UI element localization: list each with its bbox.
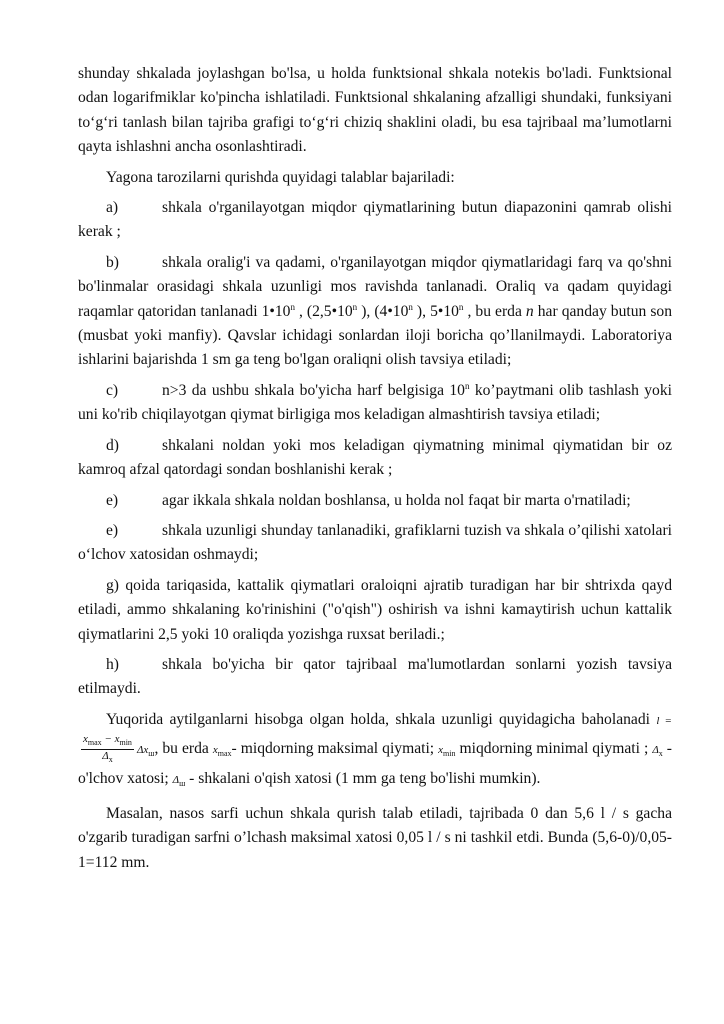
list-item-a xyxy=(78,196,672,245)
paragraph-scale-length xyxy=(78,708,672,796)
item-text: ko’paytmani olib tashlash yoki uni ko'rib chiqilayotgan qiymat birligiga mos keladigan almashtirish tavsiya etiladi; xyxy=(78,381,672,424)
item-text: har qanday butun son (musbat yoki manfiy). Qavslar ichidagi sonlardan iloji boricha qo’llanilmaydi. Laboratoriya ishlarini bajarishda 1 sm ga teng bo'lgan oraliqni olish tavsiya etiladi; xyxy=(78,302,673,369)
formula-subscript: max xyxy=(87,738,102,748)
paragraph-example: Masalan, nasos sarfi uchun shkala qurish talab etiladi, tajribada 0 dan 5,6 l / s gacha o'zgarib turadigan sarfni o’lchash maksimal xatosi 0,05 l / s ni tashkil etdi. Bunda (5,6-0)/0,05-1=112 mm. xyxy=(78,805,672,871)
symbol-delta-sh: $\Delta_ш$ xyxy=(172,773,186,788)
list-item-d xyxy=(78,434,672,483)
list-item-b xyxy=(78,251,672,373)
list-item-h xyxy=(78,653,672,702)
item-text: agar ikkala shkala noldan boshlansa, u holda nol faqat bir marta o'rnatiladi; xyxy=(162,491,631,509)
formula-symbol: Δ xyxy=(102,750,109,763)
paragraph-text: - miqdorning maksimal qiymati; xyxy=(231,740,439,758)
item-label: e) xyxy=(106,491,119,509)
exponent: n xyxy=(408,301,413,312)
item-text: , bu erda xyxy=(463,302,526,320)
paragraph-text: - shkalani o'qish xatosi (1 mm ga teng bo'lishi mumkin). xyxy=(185,769,541,787)
formula-denominator xyxy=(81,750,134,766)
list-item-g: g) qoida tariqasida, kattalik qiymatlari oraloiqni ajratib turadigan har bir shtrixda qayd etiladi, ammo shkalaning ko'rinishini ("o'qish") oshirish va ishni kamaytirish uchun kattalik qiymatlarini 2,5 yoki 10 oraliqda yozishga ruxsat beriladi.; xyxy=(78,576,672,643)
paragraph-text: Yuqorida aytilganlarni hisobga olgan holda, shkala uzunligi quyidagicha baholanadi xyxy=(106,710,650,728)
formula-fraction xyxy=(81,733,134,766)
paragraph-text: miqdorning minimal qiymati ; xyxy=(455,740,653,758)
exponent: n xyxy=(352,301,358,312)
formula-subscript: min xyxy=(119,738,132,748)
formula-subscript: ш xyxy=(148,749,155,759)
symbol-delta-x: $\Delta_x$ xyxy=(652,744,663,759)
formula-symbol: x xyxy=(83,733,88,746)
item-label: e) xyxy=(106,521,119,539)
paragraph-intro: shunday shkalada joylashgan bo'lsa, u holda funktsional shkala notekis bo'ladi. Funktsional odan logarifmiklar ko'pincha ishlatiladi. Funktsional shkalaning afzalligi shundaki, funksiyani to‘g‘ri tanlash bilan tajriba grafigi to‘g‘ri chiziq shaklini oladi, bu esa tajribaal ma’lumotlarni qayta ishlashni ancha osonlashtiradi. xyxy=(78,65,672,156)
item-text: ), 5•10 xyxy=(412,302,459,320)
formula-symbol: Δx xyxy=(136,744,149,757)
document-page xyxy=(78,62,672,875)
item-text: shkalani noldan yoki mos keladigan qiymatning minimal qiymatidan bir oz kamroq afzal qatordagi sondan boshlanishi kerak ; xyxy=(78,436,672,479)
exponent: n xyxy=(464,380,470,391)
item-text: shkala uzunligi shunday tanlanadiki, grafiklarni tuzish va shkala o’qilishi xatolari o‘lchov xatosidan oshmaydi; xyxy=(78,521,672,564)
formula-tail xyxy=(136,744,155,759)
item-label: b) xyxy=(106,253,119,271)
item-label: c) xyxy=(106,381,119,399)
list-item-c xyxy=(78,379,672,428)
item-text: , (2,5•10 xyxy=(294,302,353,320)
symbol-xmax: $x_{max}$ xyxy=(212,744,232,759)
symbol-xmin: $x_{min}$ xyxy=(438,744,456,759)
formula-numerator xyxy=(81,733,134,750)
exponent: n xyxy=(290,301,295,312)
item-label: h) xyxy=(106,655,119,673)
formula-lhs: l = xyxy=(656,714,672,727)
exponent: n xyxy=(458,301,464,312)
paragraph-text: , bu erda xyxy=(154,740,213,758)
item-text: ), (4•10 xyxy=(357,302,409,320)
formula-subscript: x xyxy=(108,755,113,765)
paragraph-text: - o'lchov xatosi; xyxy=(78,740,672,787)
list-item-e1 xyxy=(78,489,672,513)
formula-symbol: − x xyxy=(101,733,120,746)
item-text: shkala oralig'i va qadami, o'rganilayotgan miqdor qiymatlaridagi farq va qo'shni bo'linmalar orasidagi shkala uzunligi mos ravishda tanlanadi. Oraliq va qadam quyidagi raqamlar qatoridan tanlanadi 1•10 xyxy=(78,253,672,320)
item-text: shkala bo'yicha bir qator tajribaal ma'lumotlardan sonlarni yozish tavsiya etilmaydi. xyxy=(78,655,672,698)
list-item-e2 xyxy=(78,519,672,568)
item-text: shkala o'rganilayotgan miqdor qiymatlarining butun diapazonini qamrab olishi kerak ; xyxy=(78,199,672,241)
item-label: d) xyxy=(106,436,119,454)
item-text: n>3 da ushbu shkala bo'yicha harf belgisiga 10 xyxy=(162,381,465,399)
paragraph-requirements: Yagona tarozilarni qurishda quyidagi talablar bajariladi: xyxy=(106,168,455,186)
item-label: a) xyxy=(106,199,119,217)
variable-n: n xyxy=(525,302,534,320)
